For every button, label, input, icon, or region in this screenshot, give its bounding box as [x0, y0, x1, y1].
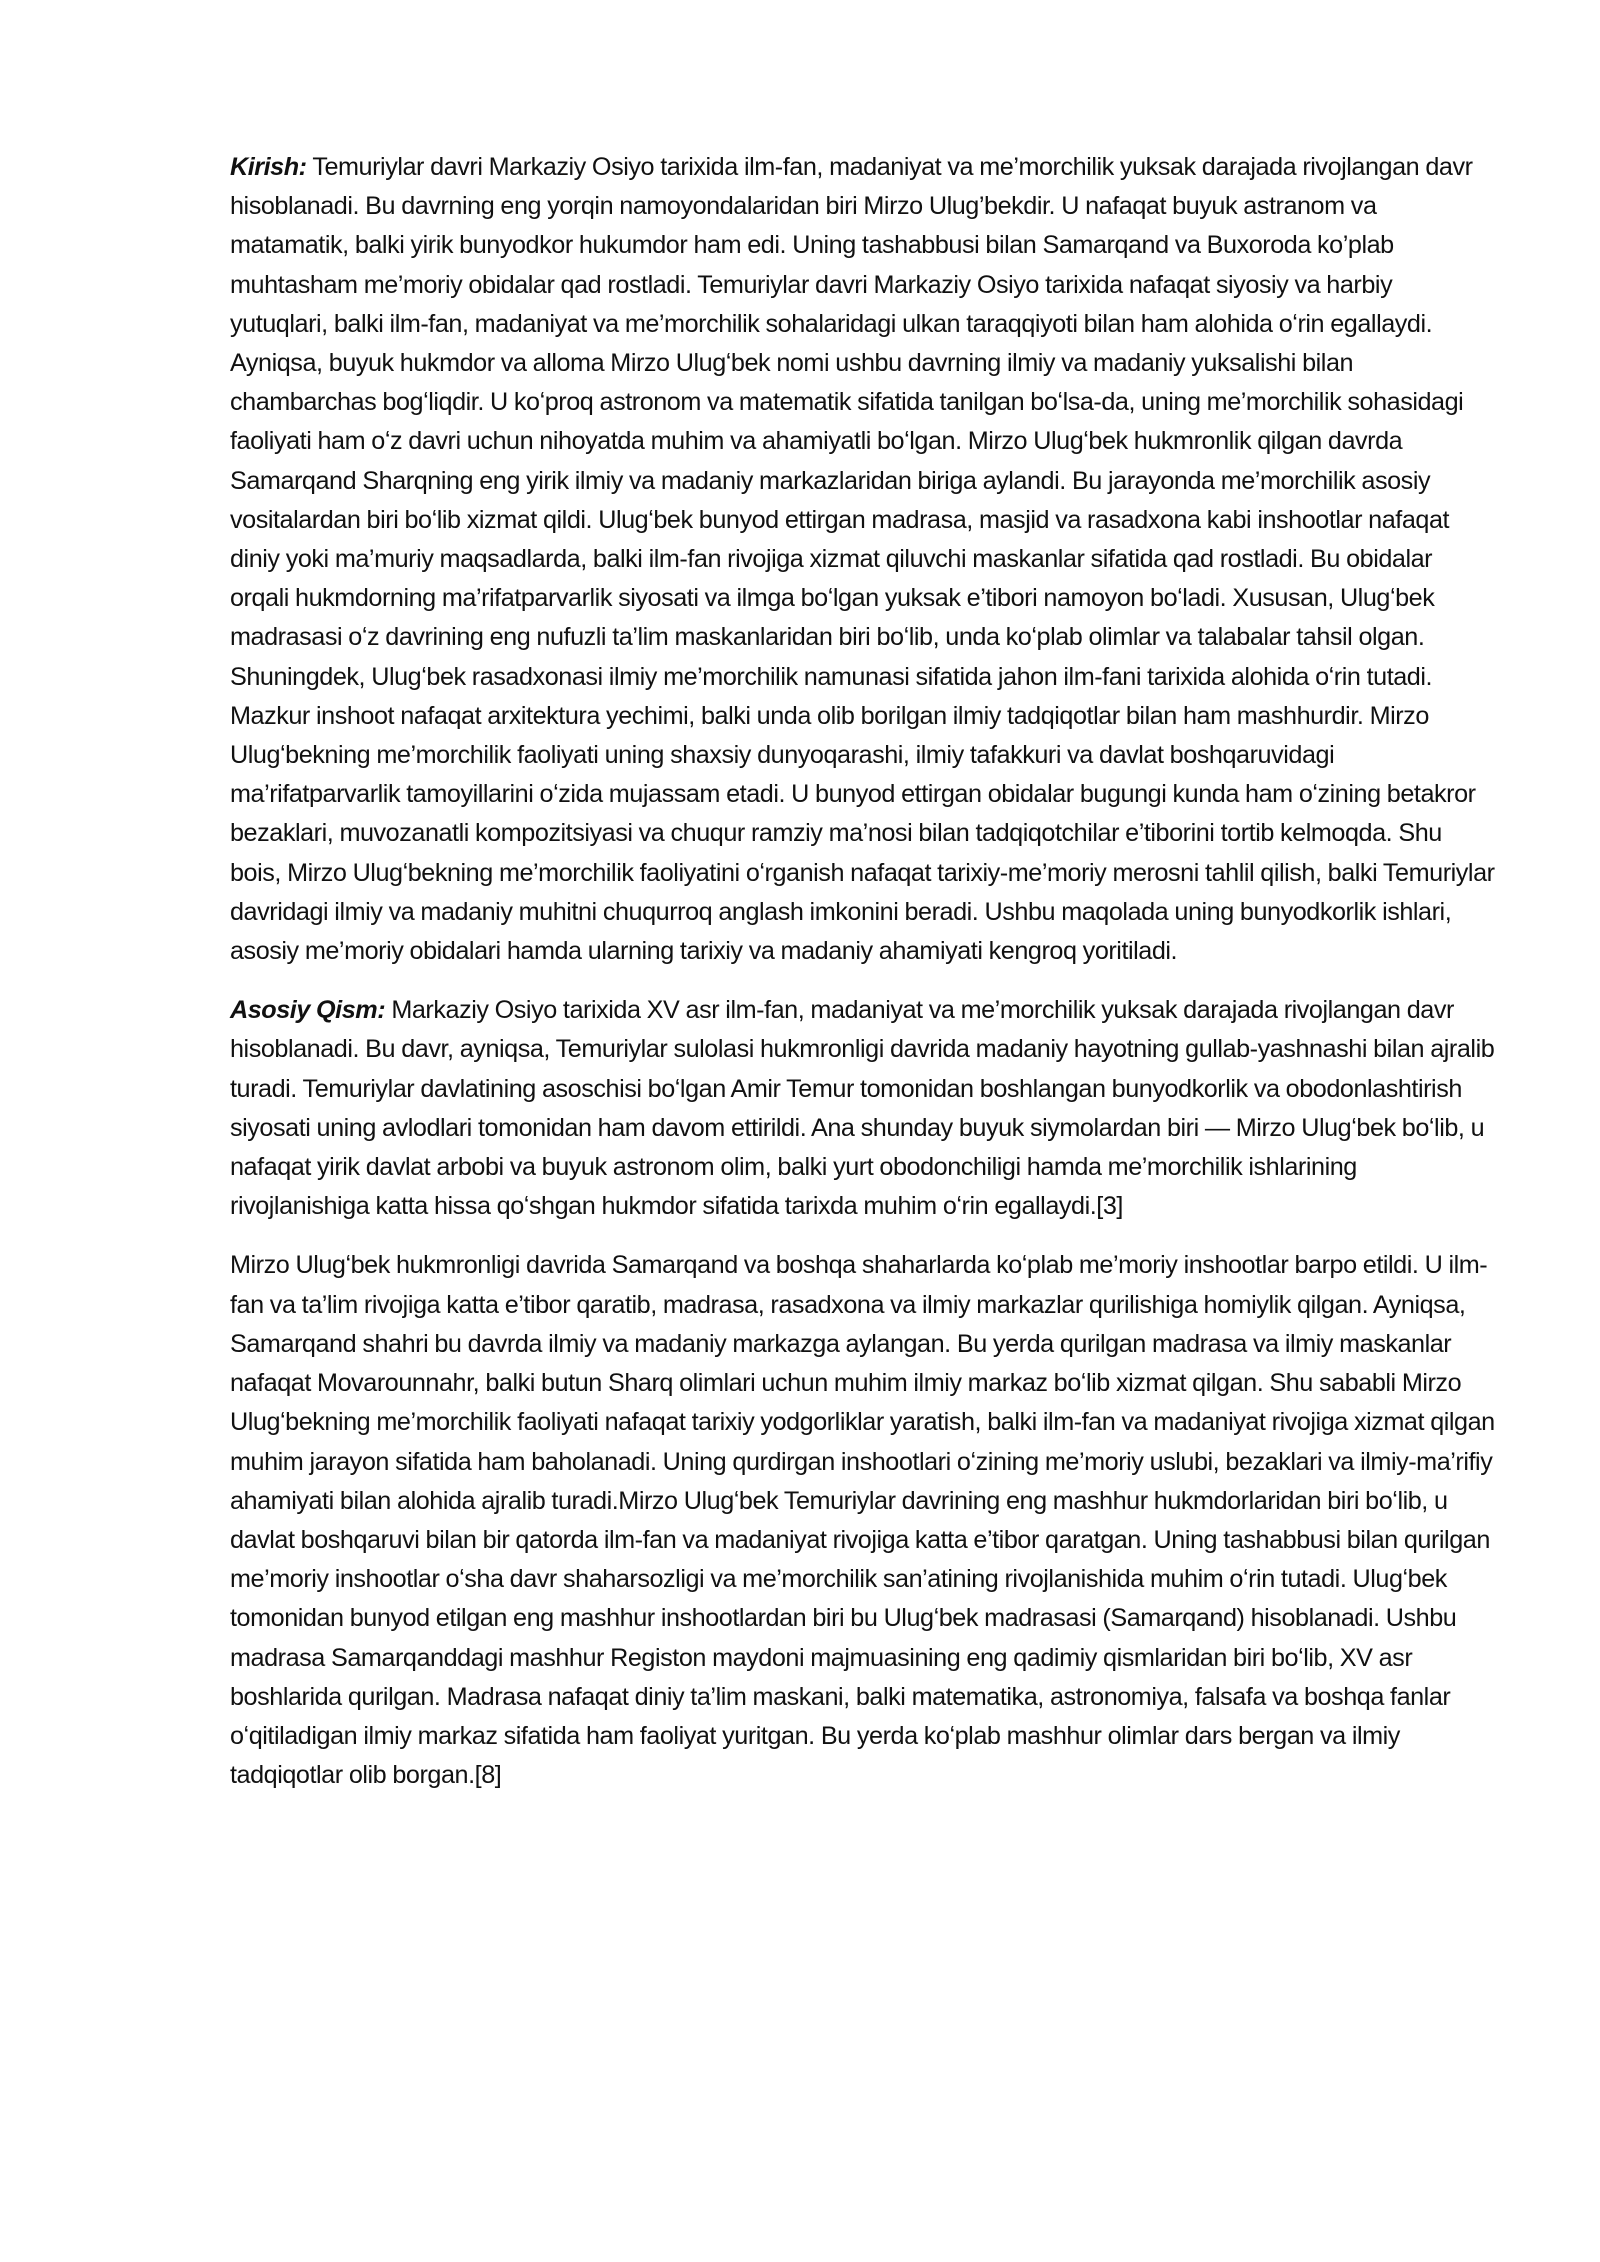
paragraph-3	[230, 1246, 1495, 1795]
intro-text: Temuriylar davri Markaziy Osiyo tarixida ilm-fan, madaniyat va me’morchilik yuksak darajada rivojlangan davr hisoblanadi. Bu davrning eng yorqin namoyondalaridan biri Mirzo Ulug’bekdir. U nafaqat buyuk astranom va matamatik, balki yirik bunyodkor hukumdor ham edi. Uning tashabbusi bilan Samarqand va Buxoroda ko’plab muhtasham me’moriy obidalar qad rostladi. Temuriylar davri Markaziy Osiyo tarixida nafaqat siyosiy va harbiy yutuqlari, balki ilm-fan, madaniyat va me’morchilik sohalaridagi ulkan taraqqiyoti bilan ham alohida oʻrin egallaydi. Ayniqsa, buyuk hukmdor va alloma Mirzo Ulugʻbek nomi ushbu davrning ilmiy va madaniy yuksalishi bilan chambarchas bogʻliqdir. U koʻproq astronom va matematik sifatida tanilgan boʻlsa-da, uning me’morchilik sohasidagi faoliyati ham oʻz davri uchun nihoyatda muhim va ahamiyatli boʻlgan. Mirzo Ulugʻbek hukmronlik qilgan davrda Samarqand Sharqning eng yirik ilmiy va madaniy markazlaridan biriga aylandi. Bu jarayonda me’morchilik asosiy vositalardan biri boʻlib xizmat qildi. Ulugʻbek bunyod ettirgan madrasa, masjid va rasadxona kabi inshootlar nafaqat diniy yoki ma’muriy maqsadlarda, balki ilm-fan rivojiga xizmat qiluvchi maskanlar sifatida qad rostladi. Bu obidalar orqali hukmdorning ma’rifatparvarlik siyosati va ilmga boʻlgan yuksak e’tibori namoyon boʻladi. Xususan, Ulugʻbek madrasasi oʻz davrining eng nufuzli ta’lim maskanlaridan biri boʻlib, unda koʻplab olimlar va talabalar tahsil olgan. Shuningdek, Ulugʻbek rasadxonasi ilmiy me’morchilik namunasi sifatida jahon ilm-fani tarixida alohida oʻrin tutadi. Mazkur inshoot nafaqat arxitektura yechimi, balki unda olib borilgan ilmiy tadqiqotlar bilan ham mashhurdir. Mirzo Ulugʻbekning me’morchilik faoliyati uning shaxsiy dunyoqarashi, ilmiy tafakkuri va davlat boshqaruvidagi ma’rifatparvarlik tamoyillarini oʻzida mujassam etadi. U bunyod ettirgan obidalar bugungi kunda ham oʻzining betakror bezaklari, muvozanatli kompozitsiyasi va chuqur ramziy ma’nosi bilan tadqiqotchilar e’tiborini tortib kelmoqda. Shu bois, Mirzo Ulugʻbekning me’morchilik faoliyatini oʻrganish nafaqat tarixiy-me’moriy merosni tahlil qilish, balki Temuriylar davridagi ilmiy va madaniy muhitni chuqurroq anglash imkonini beradi. Ushbu maqolada uning bunyodkorlik ishlari, asosiy me’moriy obidalari hamda ularning tarixiy va madaniy ahamiyati kengroq yoritiladi.	[230, 153, 1495, 966]
intro-paragraph	[230, 148, 1495, 971]
main-part-heading: Asosiy Qism:	[230, 996, 386, 1025]
intro-heading: Kirish:	[230, 153, 307, 181]
document-body	[230, 148, 1495, 1815]
main-part-paragraph	[230, 991, 1495, 1226]
main-part-text: Markaziy Osiyo tarixida XV asr ilm-fan, madaniyat va me’morchilik yuksak darajada rivojlangan davr hisoblanadi. Bu davr, ayniqsa, Temuriylar sulolasi hukmronligi davrida madaniy hayotning gullab-yashnashi bilan ajralib turadi. Temuriylar davlatining asoschisi boʻlgan Amir Temur tomonidan boshlangan bunyodkorlik va obodonlashtirish siyosati uning avlodlari tomonidan ham davom ettirildi. Ana shunday buyuk siymolardan biri — Mirzo Ulugʻbek boʻlib, u nafaqat yirik davlat arbobi va buyuk astronom olim, balki yurt obodonchiligi hamda me’morchilik ishlarining rivojlanishiga katta hissa qoʻshgan hukmdor sifatida tarixda muhim oʻrin egallaydi.[3]	[230, 996, 1495, 1221]
paragraph-3-text: Mirzo Ulugʻbek hukmronligi davrida Samarqand va boshqa shaharlarda koʻplab me’moriy inshootlar barpo etildi. U ilm-fan va ta’lim rivojiga katta e’tibor qaratib, madrasa, rasadxona va ilmiy markazlar qurilishiga homiylik qilgan. Ayniqsa, Samarqand shahri bu davrda ilmiy va madaniy markazga aylangan. Bu yerda qurilgan madrasa va ilmiy maskanlar nafaqat Movarounnahr, balki butun Sharq olimlari uchun muhim ilmiy markaz boʻlib xizmat qilgan. Shu sababli Mirzo Ulugʻbekning me’morchilik faoliyati nafaqat tarixiy yodgorliklar yaratish, balki ilm-fan va madaniyat rivojiga xizmat qilgan muhim jarayon sifatida ham baholanadi. Uning qurdirgan inshootlari oʻzining me’moriy uslubi, bezaklari va ilmiy-ma’rifiy ahamiyati bilan alohida ajralib turadi.Mirzo Ulugʻbek Temuriylar davrining eng mashhur hukmdorlaridan biri boʻlib, u davlat boshqaruvi bilan bir qatorda ilm-fan va madaniyat rivojiga katta e’tibor qaratgan. Uning tashabbusi bilan qurilgan me’moriy inshootlar oʻsha davr shaharsozligi va me’morchilik san’atining rivojlanishida muhim oʻrin tutadi. Ulugʻbek tomonidan bunyod etilgan eng mashhur inshootlardan biri bu Ulugʻbek madrasasi (Samarqand) hisoblanadi. Ushbu madrasa Samarqanddagi mashhur Registon maydoni majmuasining eng qadimiy qismlaridan biri boʻlib, XV asr boshlarida qurilgan. Madrasa nafaqat diniy ta’lim maskani, balki matematika, astronomiya, falsafa va boshqa fanlar oʻqitiladigan ilmiy markaz sifatida ham faoliyat yuritgan. Bu yerda koʻplab mashhur olimlar dars bergan va ilmiy tadqiqotlar olib borgan.[8]	[230, 1251, 1495, 1790]
